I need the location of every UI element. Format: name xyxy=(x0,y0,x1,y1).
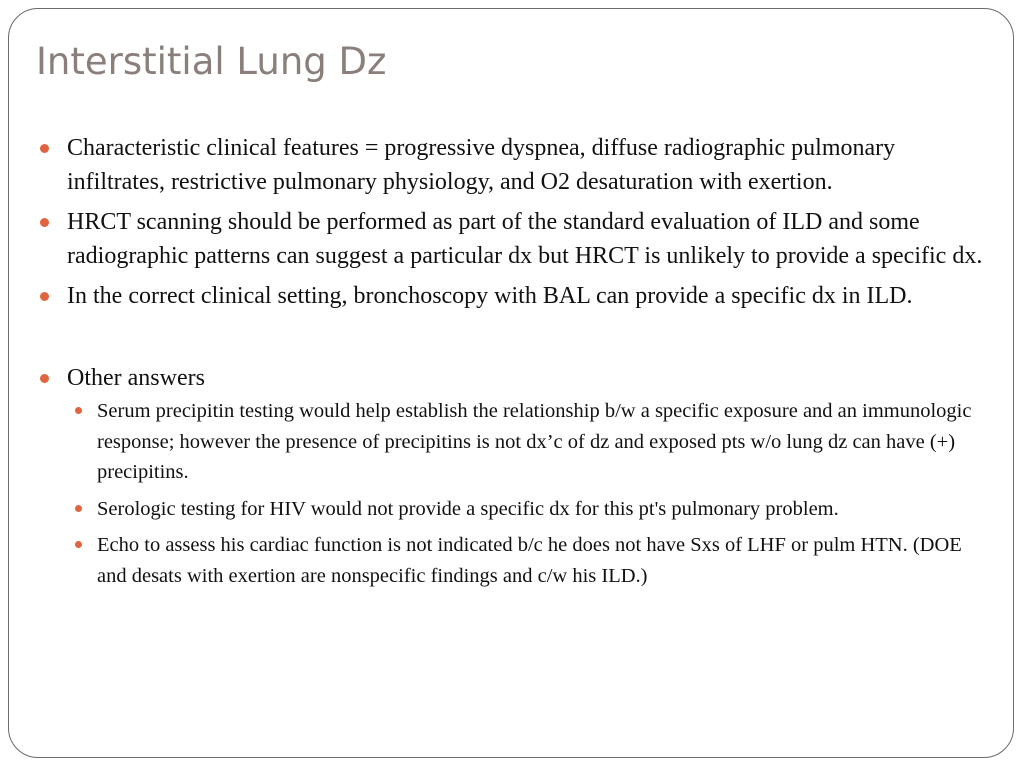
sub-bullet-text: Serologic testing for HIV would not provide a specific dx for this pt's pulmonary problem. xyxy=(97,497,839,520)
bullet-dot-icon xyxy=(40,292,49,301)
bullet-item xyxy=(40,132,992,199)
sub-bullet-dot-icon xyxy=(75,505,82,512)
sub-bullet-item xyxy=(67,494,992,525)
sub-bullet-text: Serum precipitin testing would help establish the relationship b/w a specific exposure and an immunologic response; however the presence of precipitins is not dx’c of dz and exposed pts w/o lung dz can have (+) precipitins. xyxy=(97,400,972,483)
bullet-text: Other answers xyxy=(67,364,205,391)
bullet-item xyxy=(40,280,992,314)
bullet-list xyxy=(40,132,992,598)
sub-bullet-dot-icon xyxy=(75,407,82,414)
sub-bullet-item xyxy=(67,530,992,591)
bullet-text: HRCT scanning should be performed as part of the standard evaluation of ILD and some radiographic patterns can suggest a particular dx but HRCT is unlikely to provide a specific dx. xyxy=(67,209,983,269)
bullet-item xyxy=(40,362,992,592)
sub-bullet-text: Echo to assess his cardiac function is not indicated b/c he does not have Sxs of LHF or pulm HTN. (DOE and desats with exertion are nonspecific findings and c/w his ILD.) xyxy=(97,534,962,587)
bullet-dot-icon xyxy=(40,374,49,383)
bullet-dot-icon xyxy=(40,218,49,227)
bullet-text: In the correct clinical setting, bronchoscopy with BAL can provide a specific dx in ILD. xyxy=(67,283,913,309)
sub-bullet-item xyxy=(67,396,992,488)
bullet-text: Characteristic clinical features = progressive dyspnea, diffuse radiographic pulmonary infiltrates, restrictive pulmonary physiology, and O2 desaturation with exertion. xyxy=(67,135,896,195)
sub-bullet-dot-icon xyxy=(75,541,82,548)
bullet-dot-icon xyxy=(40,144,49,153)
slide-title: Interstitial Lung Dz xyxy=(36,40,387,83)
bullet-item xyxy=(40,206,992,273)
sub-bullet-list xyxy=(67,396,992,591)
